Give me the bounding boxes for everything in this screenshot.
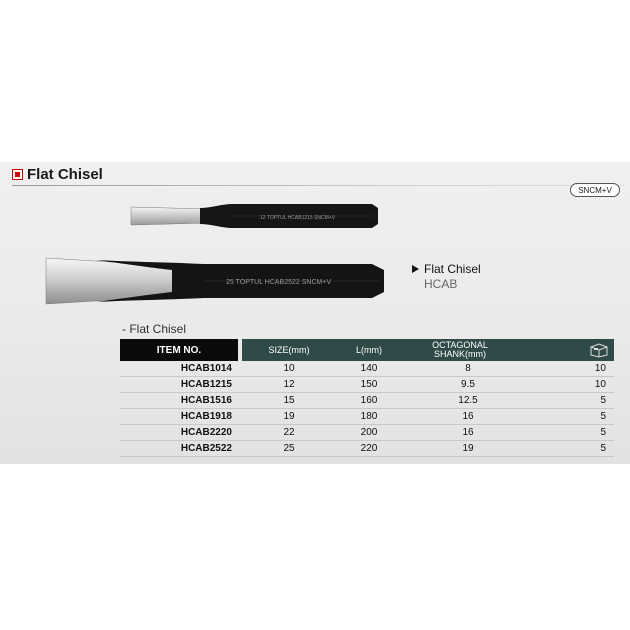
table-row <box>120 409 614 425</box>
cell-size: 10 <box>283 363 295 374</box>
cell-length: 140 <box>360 363 378 374</box>
cell-length: 160 <box>360 395 378 406</box>
cell-qty: 5 <box>600 411 606 422</box>
column-header-item: ITEM NO. <box>120 339 238 361</box>
page-title: Flat Chisel <box>27 166 103 183</box>
column-header-length: L(mm) <box>336 339 402 361</box>
cell-item-no: HCAB2522 <box>180 443 232 454</box>
cell-size: 22 <box>283 427 295 438</box>
table-row <box>120 425 614 441</box>
cell-length: 180 <box>360 411 378 422</box>
material-badge: SNCM+V <box>570 183 620 197</box>
cell-item-no: HCAB1918 <box>180 411 232 422</box>
large-chisel-engraving: 25 TOPTUL HCAB2522 SNCM+V <box>226 279 332 286</box>
cell-octagonal-shank: 16 <box>462 411 474 422</box>
cell-length: 220 <box>360 443 378 454</box>
cell-qty: 5 <box>600 443 606 454</box>
cell-qty: 5 <box>600 427 606 438</box>
section-header <box>12 166 103 183</box>
table-body <box>120 361 614 457</box>
cell-length: 150 <box>360 379 378 390</box>
triangle-right-icon <box>412 265 419 273</box>
cell-item-no: HCAB1516 <box>180 395 232 406</box>
cell-qty: 10 <box>594 379 606 390</box>
table-row <box>120 377 614 393</box>
bullet-square-icon <box>12 169 23 180</box>
column-header-octagonal: OCTAGONAL SHANK(mm) <box>402 339 518 361</box>
cell-octagonal-shank: 16 <box>462 427 474 438</box>
product-label <box>412 262 481 291</box>
cell-length: 200 <box>360 427 378 438</box>
large-chisel-image <box>44 256 386 306</box>
small-chisel-image <box>130 204 380 228</box>
cell-item-no: HCAB1215 <box>180 379 232 390</box>
cell-octagonal-shank: 8 <box>465 363 471 374</box>
cell-octagonal-shank: 9.5 <box>461 379 475 390</box>
table-row <box>120 361 614 377</box>
cell-size: 25 <box>283 443 295 454</box>
cell-octagonal-shank: 12.5 <box>458 395 478 406</box>
cell-item-no: HCAB1014 <box>180 363 232 374</box>
product-name: Flat Chisel <box>424 262 481 276</box>
cell-item-no: HCAB2220 <box>180 427 232 438</box>
table-row <box>120 441 614 457</box>
small-chisel-engraving: 12 TOPTUL HCAB1215 SNCM+V <box>260 215 336 221</box>
cell-size: 19 <box>283 411 295 422</box>
table-row <box>120 393 614 409</box>
column-header-qty <box>518 339 614 361</box>
cell-qty: 5 <box>600 395 606 406</box>
cell-size: 15 <box>283 395 295 406</box>
cell-qty: 10 <box>594 363 606 374</box>
table-title: - Flat Chisel <box>122 322 187 336</box>
table-header <box>120 339 614 361</box>
title-divider <box>12 185 624 186</box>
column-header-size: SIZE(mm) <box>242 339 336 361</box>
spec-table <box>120 339 614 457</box>
package-box-icon <box>588 342 610 358</box>
cell-size: 12 <box>283 379 295 390</box>
cell-octagonal-shank: 19 <box>462 443 474 454</box>
product-code: HCAB <box>424 277 458 291</box>
